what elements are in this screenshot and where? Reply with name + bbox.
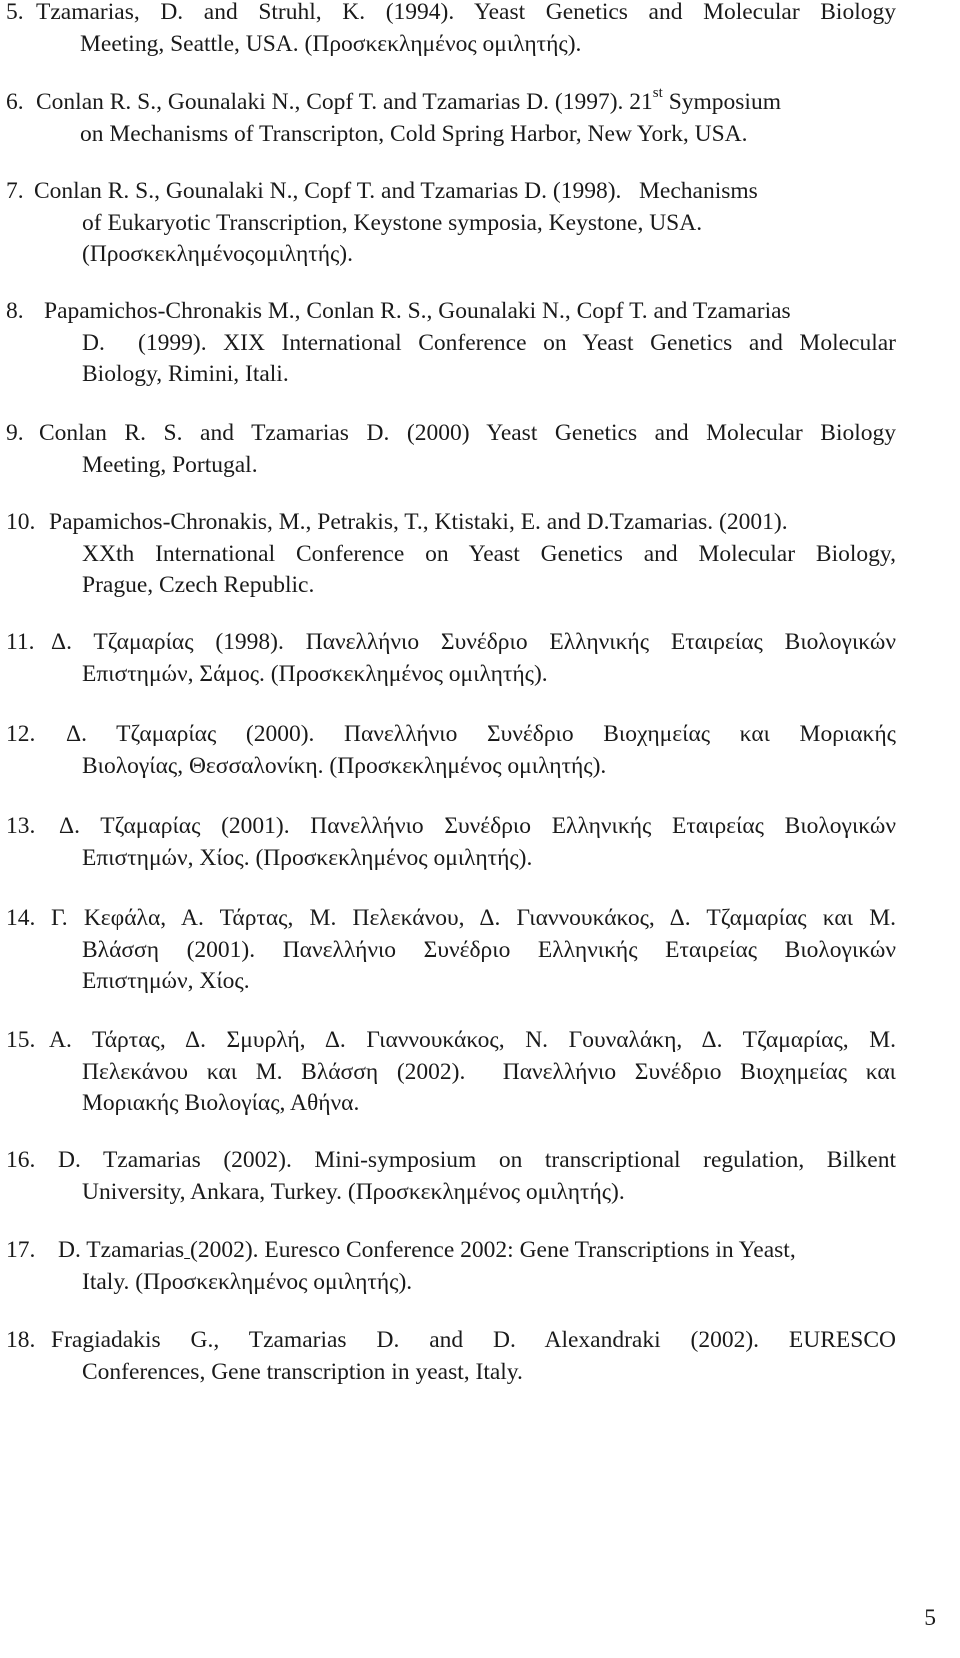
entry-number: 11. [6, 629, 35, 655]
entry-line: Βιολογίας, Θεσσαλονίκη. (Προσκεκλημένος ομιλητής). [82, 752, 607, 779]
entry-line-part: (2002). Euresco Conference 2002: Gene Transcriptions in Yeast, [190, 1237, 796, 1263]
entry-line: Δ. Τζαμαρίας (2001). Πανελλήνιο Συνέδριο Ελληνικής Εταιρείας Βιολογικών [59, 813, 896, 839]
entry-line: Fragiadakis G., Tzamarias D. and D. Alexandraki (2002). EURESCO [51, 1327, 896, 1353]
entry-line-part: Conlan R. S., Gounalaki N., Copf T. and Tzamarias D. (1997). 21 [36, 89, 653, 115]
entry-line: of Eukaryotic Transcription, Keystone symposia, Keystone, USA. [82, 209, 703, 236]
entry-number: 6. [6, 89, 24, 115]
entry-number: 13. [6, 813, 36, 839]
entry-line: Italy. (Προσκεκλημένος ομιλητής). [82, 1268, 413, 1295]
entry-line-part: D. Tzamarias [58, 1237, 185, 1263]
entry-line: (Προσκεκλημένοςομιλητής). [82, 241, 354, 267]
entry-line: Tzamarias, D. and Struhl, K. (1994). Yeast Genetics and Molecular Biology [36, 0, 896, 25]
entry-line-part: Symposium [662, 89, 781, 115]
entry-number: 5. [6, 0, 24, 25]
entry-line: Biology, Rimini, Itali. [82, 361, 289, 387]
entry-line: XXth International Conference on Yeast Genetics and Molecular Biology, [82, 540, 896, 567]
entry-number: 16. [6, 1147, 36, 1173]
entry-line: Βλάσση (2001). Πανελλήνιο Συνέδριο Ελληνικής Εταιρείας Βιολογικών [82, 936, 896, 963]
entry-line: Επιστημών, Χίος. [82, 968, 250, 994]
entry-line: Papamichos-Chronakis, M., Petrakis, T., Ktistaki, E. and D.Tzamarias. (2001). [49, 509, 788, 535]
entry-line: Α. Τάρτας, Δ. Σμυρλή, Δ. Γιαννουκάκος, Ν. Γουναλάκη, Δ. Τζαμαρίας, Μ. [49, 1027, 896, 1053]
entry-line: D. (1999). XIX International Conference on Yeast Genetics and Molecular [82, 329, 896, 356]
superscript: st [652, 85, 663, 102]
entry-line: Επιστημών, Χίος. (Προσκεκλημένος ομιλητής). [82, 844, 533, 871]
entry-line: Prague, Czech Republic. [82, 572, 315, 598]
entry-number: 14. [6, 905, 36, 931]
entry-number: 7. [6, 178, 24, 204]
entry-line: Meeting, Seattle, USA. (Προσκεκλημένος ομιλητής). [80, 30, 582, 57]
entry-line: Επιστημών, Σάμος. (Προσκεκλημένος ομιλητής). [82, 660, 548, 687]
entry-line: Δ. Τζαμαρίας (1998). Πανελλήνιο Συνέδριο Ελληνικής Εταιρείας Βιολογικών [51, 629, 896, 655]
entry-line: Γ. Κεφάλα, Α. Τάρτας, Μ. Πελεκάνου, Δ. Γιαννουκάκος, Δ. Τζαμαρίας και Μ. [51, 905, 896, 931]
entry-number: 12. [6, 721, 36, 747]
entry-line: D. Tzamarias (2002). Mini-symposium on transcriptional regulation, Bilkent [58, 1147, 896, 1173]
entry-number: 8. [6, 298, 24, 324]
entry-line: Δ. Τζαμαρίας (2000). Πανελλήνιο Συνέδριο Βιοχημείας και Μοριακής [66, 721, 896, 747]
entry-line: Conferences, Gene transcription in yeast, Italy. [82, 1358, 523, 1385]
entry-number: 17. [6, 1237, 36, 1263]
entry-number: 18. [6, 1327, 36, 1353]
entry-line: Conlan R. S., Gounalaki N., Copf T. and Tzamarias D. (1998). Mechanisms [34, 178, 758, 204]
entry-line: Πελεκάνου και Μ. Βλάσση (2002). Πανελλήνιο Συνέδριο Βιοχημείας και [82, 1058, 896, 1085]
entry-line: on Mechanisms of Transcripton, Cold Spring Harbor, New York, USA. [80, 120, 748, 147]
entry-number: 15. [6, 1027, 36, 1053]
entry-number: 9. [6, 420, 24, 446]
page-number: 5 [924, 1605, 936, 1631]
entry-line: Papamichos-Chronakis M., Conlan R. S., Gounalaki N., Copf T. and Tzamarias [44, 298, 791, 324]
entry-number: 10. [6, 509, 36, 535]
entry-line: Μοριακής Βιολογίας, Αθήνα. [82, 1090, 360, 1116]
entry-line: Conlan R. S. and Tzamarias D. (2000) Yeast Genetics and Molecular Biology [39, 420, 896, 446]
entry-line: Meeting, Portugal. [82, 451, 258, 478]
entry-line: University, Ankara, Turkey. (Προσκεκλημένος ομιλητής). [82, 1178, 625, 1205]
